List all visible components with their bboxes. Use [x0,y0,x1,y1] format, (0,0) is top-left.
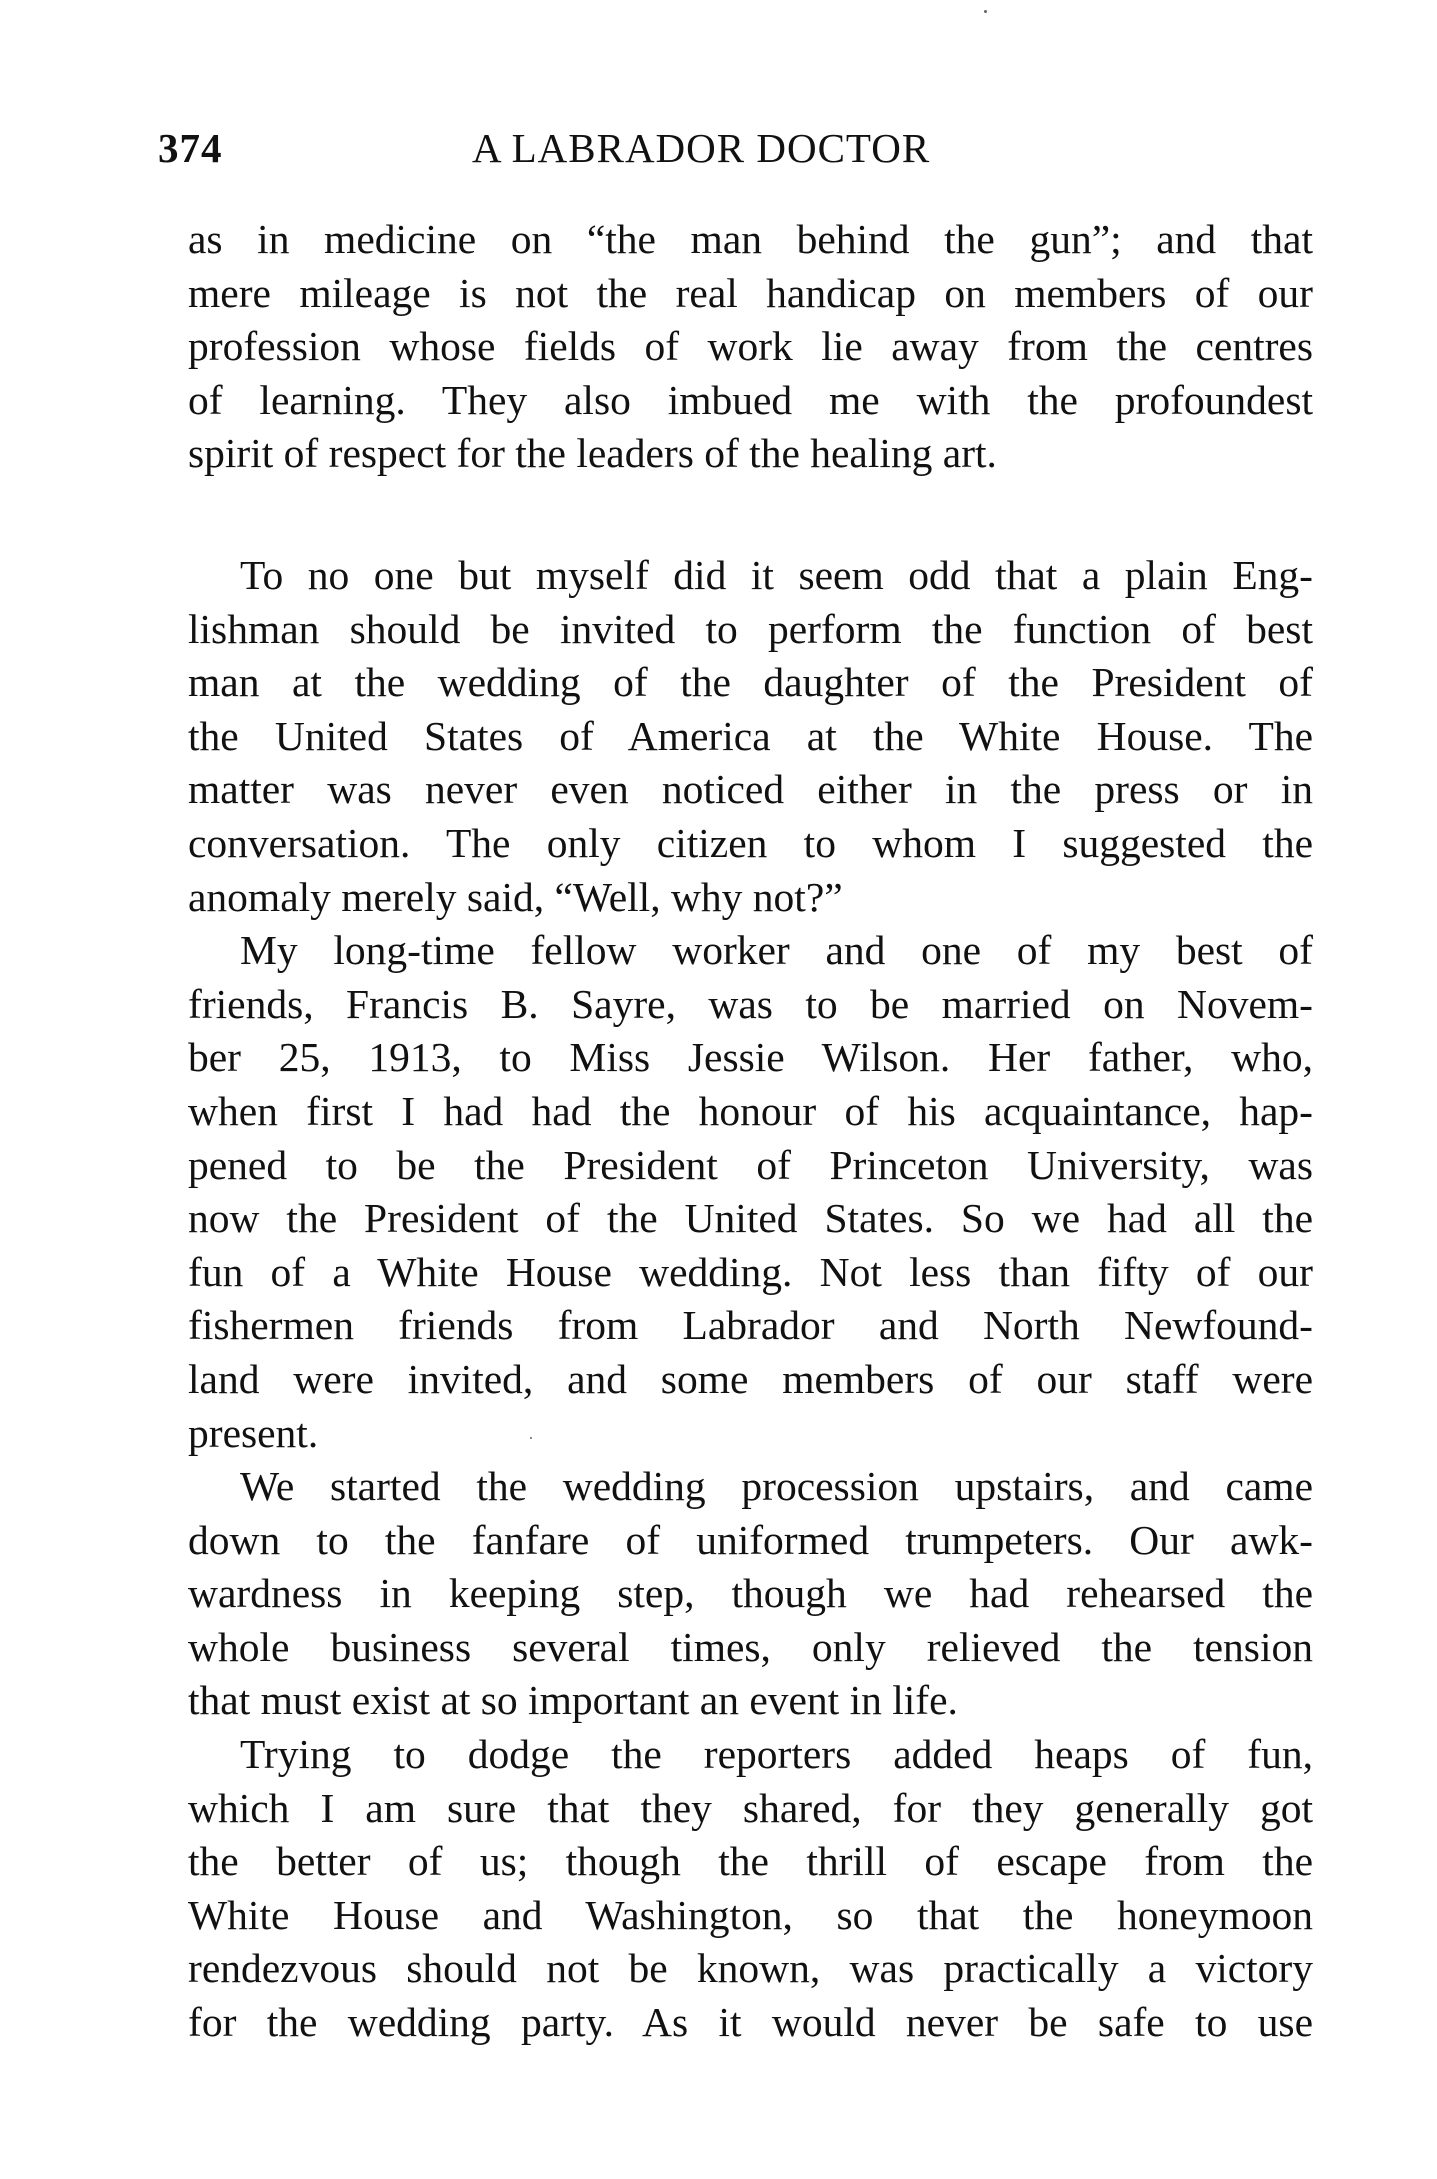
text-line: for the wedding party. As it would never be safe to use [188,1999,1313,2046]
text-line: the better of us; though the thrill of escape from the [188,1838,1313,1885]
text-line: the United States of America at the White House. The [188,712,1313,759]
page-number: 374 [158,125,223,171]
text-line: We started the wedding procession upstairs, and came [240,1463,1313,1510]
text-line: rendezvous should not be known, was practically a victory [188,1945,1313,1992]
paper-speck [984,10,987,13]
text-line: ber 25, 1913, to Miss Jessie Wilson. Her father, who, [188,1034,1313,1081]
text-line: conversation. The only citizen to whom I suggested the [188,819,1313,866]
text-line: friends, Francis B. Sayre, was to be married on Novem- [188,980,1313,1027]
text-line: down to the fanfare of uniformed trumpeters. Our awk- [188,1516,1313,1563]
text-line: mere mileage is not the real handicap on members of our [188,269,1313,316]
section-text [188,549,1313,2050]
text-line: My long-time fellow worker and one of my best of [240,927,1313,974]
paragraph-continued [188,213,1313,481]
text-line: pened to be the President of Princeton University, was [188,1141,1313,1188]
page-header [158,124,1308,180]
text-line: lishman should be invited to perform the function of best [188,605,1313,652]
text-line: land were invited, and some members of our staff were [188,1355,1313,1402]
text-line: as in medicine on “the man behind the gun”; and that [188,216,1313,262]
text-line: which I am sure that they shared, for they generally got [188,1784,1313,1831]
text-line: profession whose fields of work lie away from the centres [188,323,1313,370]
text-line: matter was never even noticed either in the press or in [188,766,1313,813]
text-line: man at the wedding of the daughter of the President of [188,659,1313,706]
text-line: that must exist at so important an event in life. [188,1677,958,1724]
text-line: wardness in keeping step, though we had rehearsed the [188,1570,1313,1617]
text-line: fishermen friends from Labrador and North Newfound- [188,1302,1313,1349]
text-line: White House and Washington, so that the honeymoon [188,1891,1313,1938]
text-line: anomaly merely said, “Well, why not?” [188,873,843,920]
text-line: To no one but myself did it seem odd that a plain Eng- [240,552,1313,598]
running-head: A LABRADOR DOCTOR [472,125,931,171]
text-line: present. [188,1409,319,1456]
text-line: now the President of the United States. So we had all the [188,1195,1313,1242]
text-line: when first I had had the honour of his acquaintance, hap- [188,1087,1313,1134]
paper-speck [530,1437,532,1439]
text-line: fun of a White House wedding. Not less than fifty of our [188,1248,1313,1295]
text-line: whole business several times, only relieved the tension [188,1623,1313,1670]
text-line: Trying to dodge the reporters added heaps of fun, [240,1731,1313,1778]
text-line: of learning. They also imbued me with the profoundest [188,376,1313,423]
text-line: spirit of respect for the leaders of the healing art. [188,430,997,477]
